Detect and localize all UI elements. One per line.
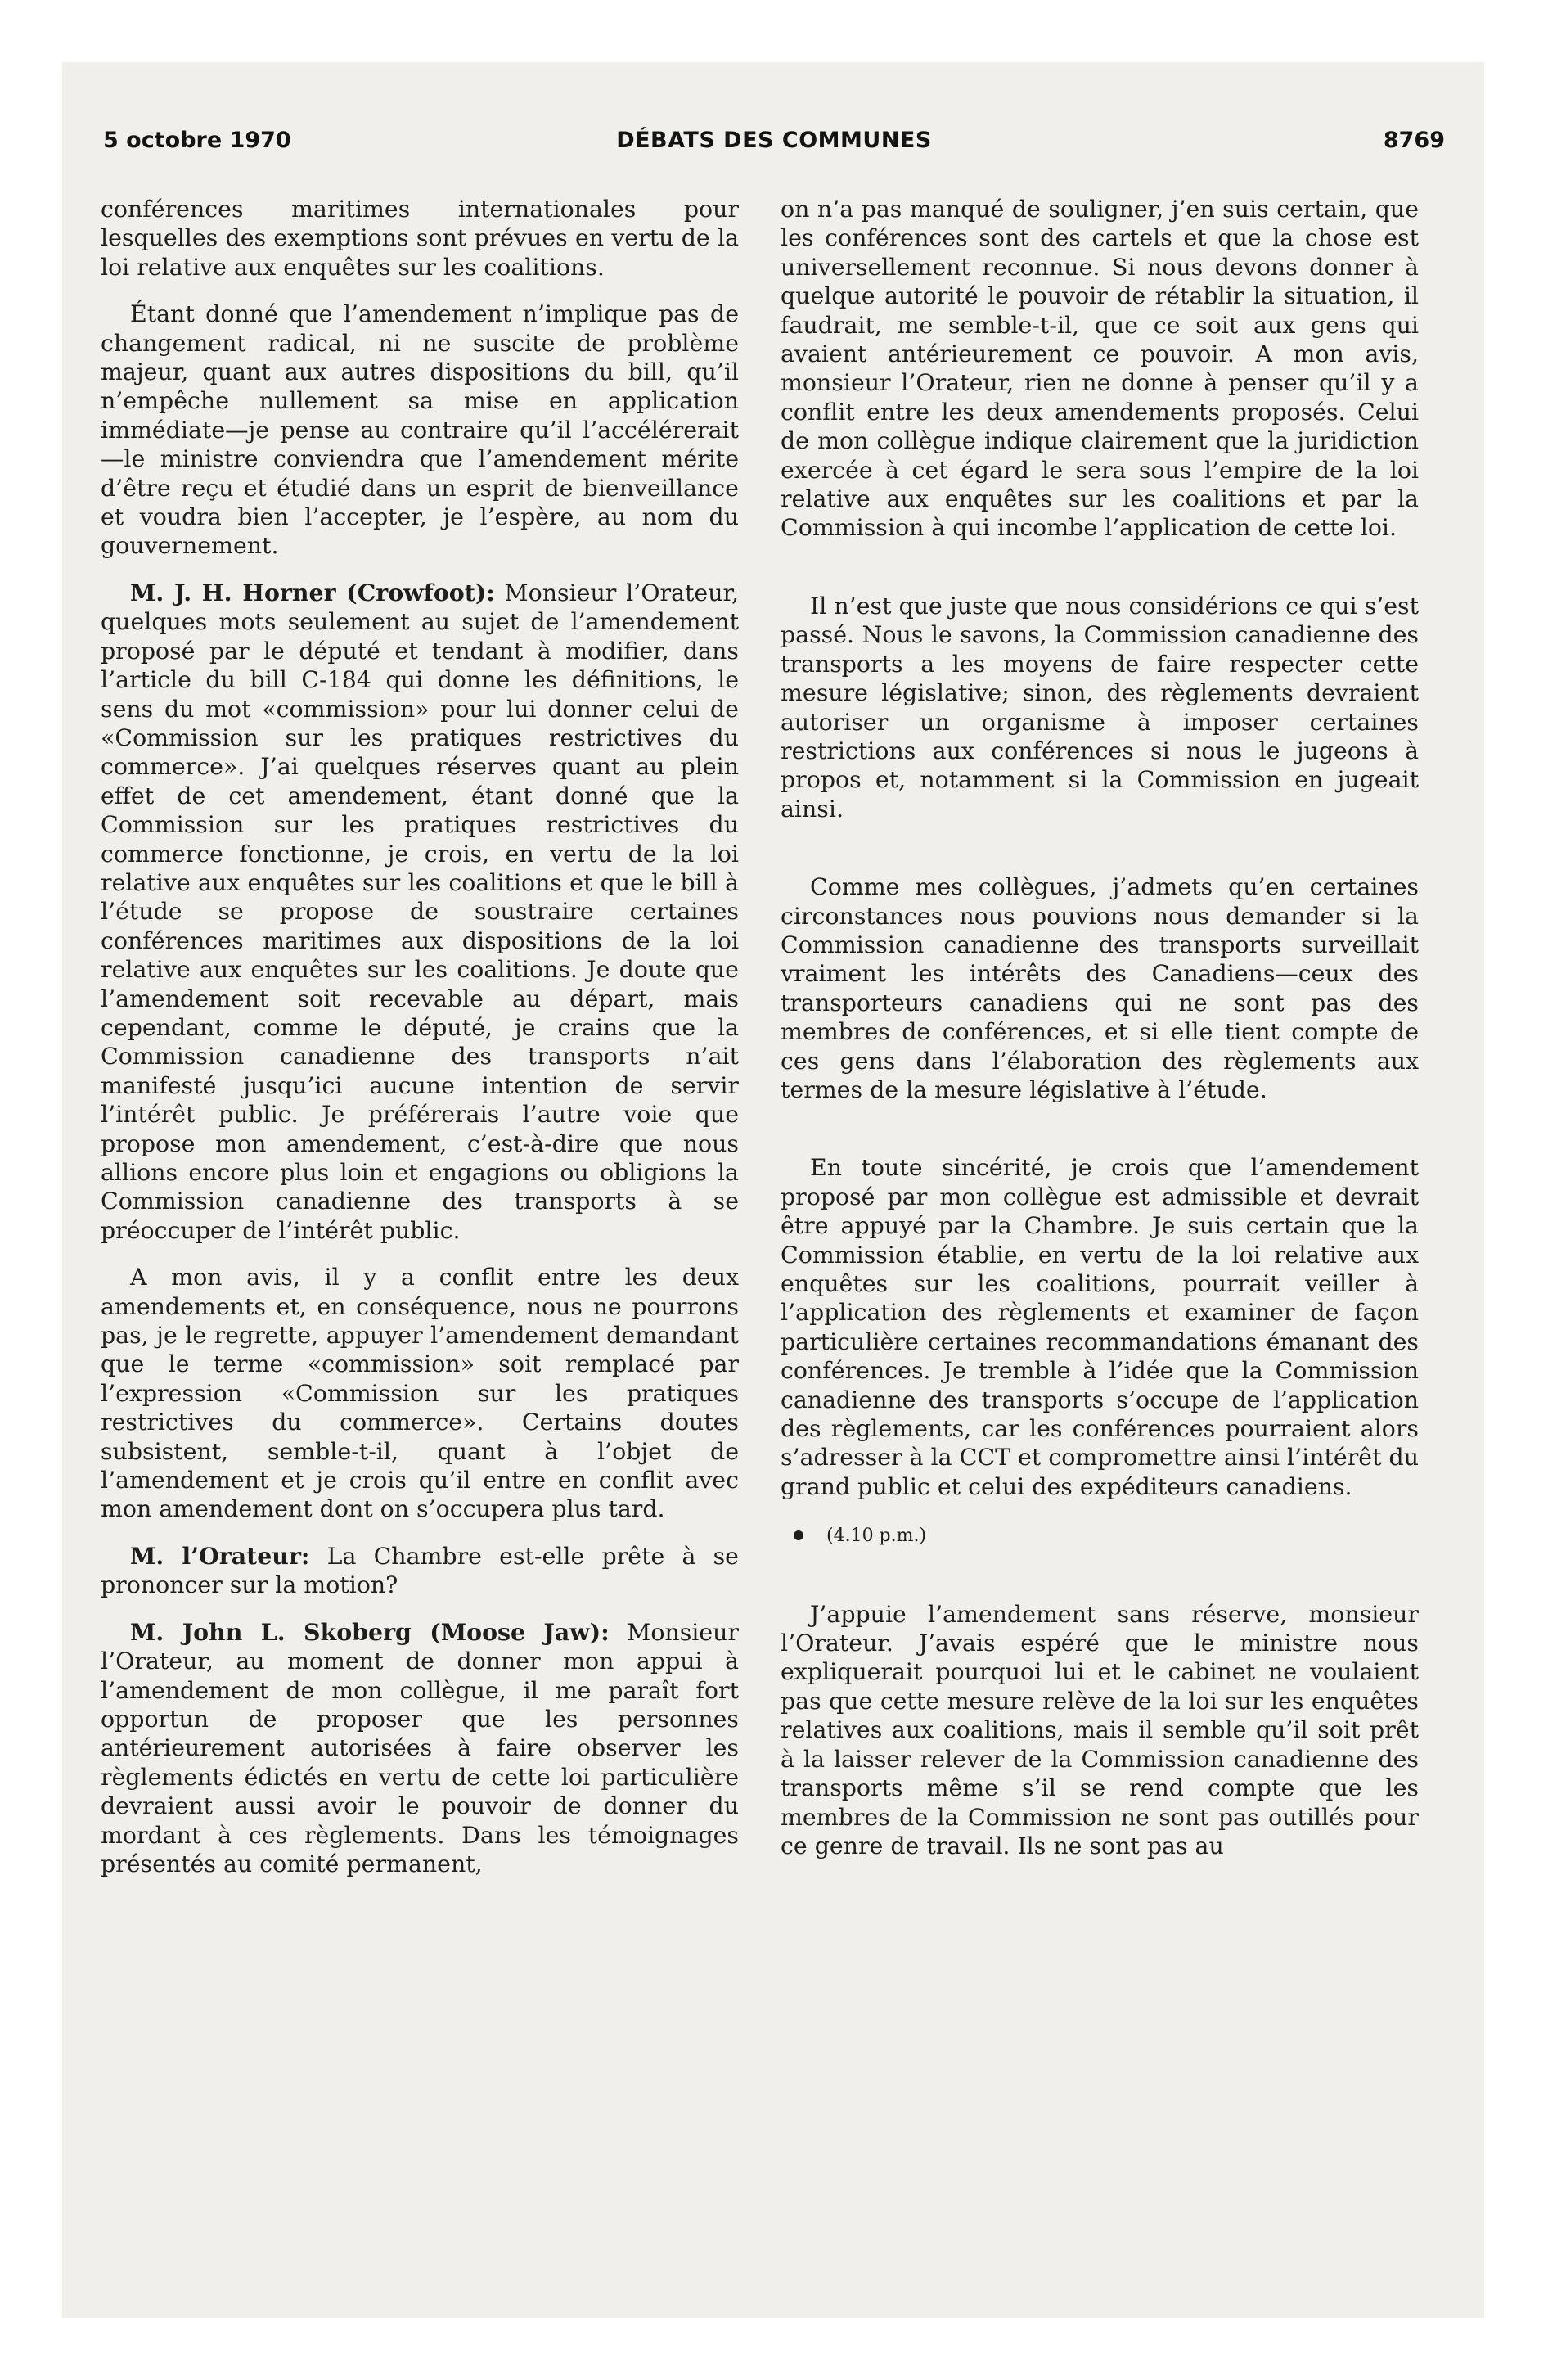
paragraph: conférences maritimes internationales pour lesquelles des exemptions sont prévues en vertu de la loi relative aux enquêtes sur les coalitions. — [101, 196, 739, 281]
paragraph: En toute sincérité, je crois que l’amendement proposé par mon collègue est admissible et devrait être appuyé par la Chambre. Je suis certain que la Commission établie, en vertu de la loi relative aux enquêtes sur les coalitions, pourrait veiller à l’application des règlements et examiner de façon particulière certaines recommandations émanant des conférences. Je tremble à l’idée que la Commission canadienne des transports s’occupe de l’application des règlements, car les conférences pourraient alors s’adresser à la CCT et compromettre ainsi l’intérêt du grand public et celui des expéditeurs canadiens. — [781, 1154, 1419, 1500]
paragraph-gap — [781, 1122, 1419, 1153]
speech-paragraph — [101, 1542, 739, 1600]
right-column — [781, 195, 1419, 1878]
paragraph-gap — [781, 561, 1419, 592]
header-page-number: 8769 — [1383, 128, 1445, 153]
paragraph: Il n’est que juste que nous considérions ce qui s’est passé. Nous le savons, la Commission canadienne des transports a les moyens de faire respecter cette mesure législative; sinon, des règlements devraient autoriser un organisme à imposer certaines restrictions aux conférences si nous le jugeons à propos et, notamment si la Commission en jugeait ainsi. — [781, 592, 1419, 823]
paragraph: A mon avis, il y a conflit entre les deux amendements et, en conséquence, nous ne pourrons pas, je le regrette, appuyer l’amendement demandant que le terme «commission» soit remplacé par l’expression «Commission sur les pratiques restrictives du commerce». Certains doutes subsistent, semble-t-il, quant à l’objet de l’amendement et je crois qu’il entre en conflit avec mon amendement dont on s’occupera plus tard. — [101, 1264, 739, 1523]
paragraph-gap — [781, 841, 1419, 872]
speech-paragraph — [101, 1618, 739, 1879]
speaker-name: M. J. H. Horner (Crowfoot): — [130, 578, 495, 606]
bullet-icon — [794, 1530, 803, 1540]
paragraph: Comme mes collègues, j’admets qu’en certaines circonstances nous pouvions nous demander si la Commission canadienne des transports surveillait vraiment les intérêts des Canadiens—ceux des transporteurs canadiens qui ne sont pas des membres de conférences, et si elle tient compte de ces gens dans l’élaboration des règlements aux termes de la mesure législative à l’étude. — [781, 873, 1419, 1103]
speaker-name: M. l’Orateur: — [130, 1541, 310, 1570]
speaker-name: M. John L. Skoberg (Moose Jaw): — [130, 1617, 610, 1646]
timestamp — [794, 1519, 1419, 1550]
paragraph: Étant donné que l’amendement n’implique pas de changement radical, ni ne suscite de problème majeur, quant aux autres dispositions du bill, qu’il n’empêche nullement sa mise en application immédiate—je pense au contraire qu’il l’accélérerait—le ministre conviendra que l’amendement mérite d’être reçu et étudié dans un esprit de bienveillance et voudra bien l’accepter, je l’espère, au nom du gouvernement. — [101, 300, 739, 560]
timestamp-text: (4.10 p.m.) — [826, 1526, 927, 1547]
paragraph: on n’a pas manqué de souligner, j’en suis certain, que les conférences sont des cartels et que la chose est universellement reconnue. Si nous devons donner à quelque autorité le pouvoir de rétablir la situation, il faudrait, me semble-t-il, que ce soit aux gens qui avaient antérieurement ce pouvoir. A mon avis, monsieur l’Orateur, rien ne donne à penser qu’il y a conflit entre les deux amendements proposés. Celui de mon collègue indique clairement que la juridiction exercée à cet égard le sera sous l’empire de la loi relative aux enquêtes sur les coalitions et par la Commission à qui incombe l’application de cette loi. — [781, 196, 1419, 542]
header-title: DÉBATS DES COMMUNES — [616, 128, 932, 153]
speech-paragraph — [101, 579, 739, 1245]
speech-text: Monsieur l’Orateur, au moment de donner mon appui à l’amendement de mon collègue, il me paraît fort opportun de proposer que les personnes antérieurement autorisées à faire observer les règlements édictés en vertu de cette loi particulière devraient aussi avoir le pouvoir de donner du mordant à ces règlements. Dans les témoignages présentés au comité permanent, — [101, 1618, 739, 1877]
speech-text: La Chambre est-elle prête à se prononcer sur la motion? — [101, 1542, 739, 1599]
paragraph: J’appuie l’amendement sans réserve, monsieur l’Orateur. J’avais espéré que le ministre nous expliquerait pourquoi lui et le cabinet ne voulaient pas que cette mesure relève de la loi sur les enquêtes relatives aux coalitions, mais il semble qu’il soit prêt à la laisser relever de la Commission canadienne des transports même s’il se rend compte que les membres de la Commission ne sont pas outillés pour ce genre de travail. Ils ne sont pas au — [781, 1600, 1419, 1859]
speech-text: Monsieur l’Orateur, quelques mots seulement au sujet de l’amendement proposé par le député et tendant à modifier, dans l’article du bill C-184 qui donne les définitions, le sens du mot «commission» pour lui donner celui de «Commission sur les pratiques restrictives du commerce». J’ai quelques réserves quant au plein effet de cet amendement, étant donné que la Commission sur les pratiques restrictives du commerce fonctionne, je crois, en vertu de la loi relative aux enquêtes sur les coalitions et que le bill à l’étude se propose de soustraire certaines conférences maritimes aux dispositions de la loi relative aux enquêtes sur les coalitions. Je doute que l’amendement soit recevable au départ, mais cependant, comme le député, je crains que la Commission canadienne des transports n’ait manifesté jusqu’ici aucune intention de servir l’intérêt public. Je préférerais l’autre voie que propose mon amendement, c’est-à-dire que nous allions encore plus loin et engagions ou obligions la Commission canadienne des transports à se préoccuper de l’intérêt public. — [101, 579, 739, 1244]
document-page — [62, 62, 1484, 2318]
page-header — [103, 128, 1445, 160]
left-column — [101, 195, 739, 1896]
header-date: 5 octobre 1970 — [103, 128, 291, 153]
